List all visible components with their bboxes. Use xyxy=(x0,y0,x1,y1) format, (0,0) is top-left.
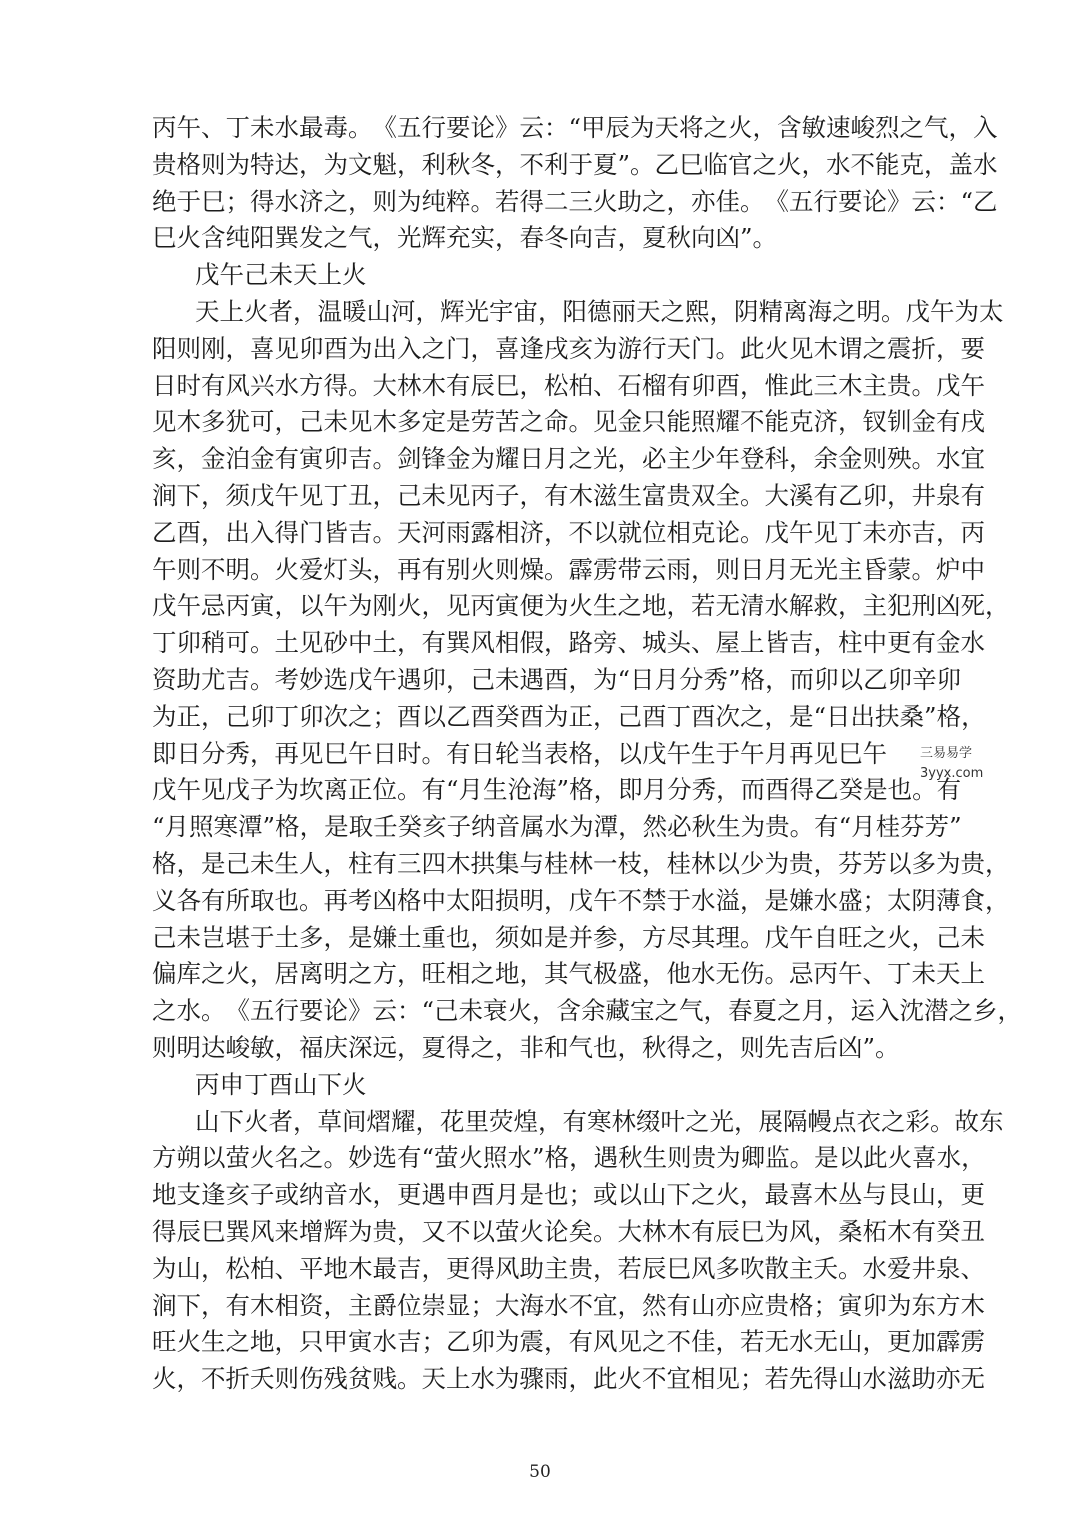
section-heading: 戊午己未天上火 xyxy=(195,260,367,290)
text-line: 戊 午 见 戊 子 为 坎 离 正 位 。 有 “ 月 生 沧 海 ” 格 ， 即 月 分 秀 ， 而 酉 得 乙 癸 是 也 。 有 xyxy=(152,775,962,805)
text-line: 涧 下 ， 有 木 相 资 ， 主 爵 位 崇 显 ； 大 海 水 不 宜 ， 然 有 山 亦 应 贵 格 ； 寅 卯 为 东 方 木 xyxy=(152,1290,985,1320)
text-line: 得 辰 巳 巽 风 来 增 辉 为 贵 ， 又 不 以 萤 火 论 矣 。 大 林 木 有 辰 巳 为 风 ， 桑 柘 木 有 癸 丑 xyxy=(152,1216,985,1246)
text-line: 巳火含纯阳巽发之气，光辉充实，春冬向吉，夏秋向凶”。 xyxy=(152,223,778,253)
text-line: 亥 ， 金 泊 金 有 寅 卯 吉 。 剑 锋 金 为 耀 日 月 之 光 ， 必 主 少 年 登 科 ， 余 金 则 殃 。 水 宜 xyxy=(152,444,985,474)
text-line: 绝 于 巳 ； 得 水 济 之 ， 则 为 纯 粹 。 若 得 二 三 火 助 之 ， 亦 佳 。 《 五 行 要 论 》 云 ： “ 乙 xyxy=(152,186,998,216)
text-line: 日 时 有 风 兴 水 方 得 。 大 林 木 有 辰 巳 ， 松 柏 、 石 榴 有 卯 酉 ， 惟 此 三 木 主 贵 。 戊 午 xyxy=(152,370,985,400)
text-line: 己 未 岂 堪 于 土 多 ， 是 嫌 土 重 也 ， 须 如 是 并 参 ， 方 尽 其 理 。 戊 午 自 旺 之 火 ， 己 未 xyxy=(152,922,985,952)
text-line: 偏 库 之 火 ， 居 离 明 之 方 ， 旺 相 之 地 ， 其 气 极 盛 ， 他 水 无 伤 。 忌 丙 午 、 丁 未 天 上 xyxy=(152,959,985,989)
text-line: 山 下 火 者 ， 草 间 熠 耀 ， 花 里 荧 煌 ， 有 寒 林 缀 叶 之 光 ， 展 隔 幔 点 衣 之 彩 。 故 东 xyxy=(195,1106,1004,1136)
text-line: 为 山 ， 松 柏 、 平 地 木 最 吉 ， 更 得 风 助 主 贵 ， 若 辰 巳 风 多 吹 散 主 夭 。 水 爱 井 泉 、 xyxy=(152,1253,985,1283)
text-line: 资 助 尤 吉 。 考 妙 选 戊 午 遇 卯 ， 己 未 遇 酉 ， 为 “ 日 月 分 秀 ” 格 ， 而 卯 以 乙 卯 辛 卯 xyxy=(152,664,962,694)
watermark-line-2: 3yyx.com xyxy=(920,766,984,781)
text-line: 之 水 。 《 五 行 要 论 》 云 ： “ 己 未 衰 火 ， 含 余 藏 宝 之 气 ， 春 夏 之 月 ， 运 入 沈 潜 之 乡 ， xyxy=(152,996,1023,1026)
text-line: 涧 下 ， 须 戊 午 见 丁 丑 ， 己 未 见 丙 子 ， 有 木 滋 生 富 贵 双 全 。 大 溪 有 乙 卯 ， 井 泉 有 xyxy=(152,480,985,510)
text-line: 丁 卯 稍 可 。 土 见 砂 中 土 ， 有 巽 风 相 假 ， 路 旁 、 城 头 、 屋 上 皆 吉 ， 柱 中 更 有 金 水 xyxy=(152,628,985,658)
text-line: 天 上 火 者 ， 温 暖 山 河 ， 辉 光 宇 宙 ， 阳 德 丽 天 之 熙 ， 阴 精 离 海 之 明 。 戊 午 为 太 xyxy=(195,296,1004,326)
text-line: 格 ， 是 己 未 生 人 ， 柱 有 三 四 木 拱 集 与 桂 林 一 枝 ， 桂 林 以 少 为 贵 ， 芬 芳 以 多 为 贵 ， xyxy=(152,848,1010,878)
watermark xyxy=(920,744,990,784)
page-number: 50 xyxy=(529,1462,551,1482)
text-line: 贵 格 则 为 特 达 ， 为 文 魁 ， 利 秋 冬 ， 不 利 于 夏 ” 。 乙 巳 临 官 之 火 ， 水 不 能 克 ， 盖 水 xyxy=(152,149,998,179)
text-line: 为 正 ， 己 卯 丁 卯 次 之 ； 酉 以 乙 酉 癸 酉 为 正 ， 己 酉 丁 酉 次 之 ， 是 “ 日 出 扶 桑 ” 格 ， xyxy=(152,701,986,731)
text-line: 旺 火 生 之 地 ， 只 甲 寅 水 吉 ； 乙 卯 为 震 ， 有 风 见 之 不 佳 ， 若 无 水 无 山 ， 更 加 霹 雳 xyxy=(152,1327,985,1357)
text-line: 阳 则 刚 ， 喜 见 卯 酉 为 出 入 之 门 ， 喜 逢 戌 亥 为 游 行 天 门 。 此 火 见 木 谓 之 震 折 ， 要 xyxy=(152,333,985,363)
text-line: 丙 午 、 丁 未 水 最 毒 。 《 五 行 要 论 》 云 ： “ 甲 辰 为 天 将 之 火 ， 含 敏 速 峻 烈 之 气 ， 入 xyxy=(152,113,998,142)
text-line: “ 月 照 寒 潭 ” 格 ， 是 取 壬 癸 亥 子 纳 音 属 水 为 潭 ， 然 必 秋 生 为 贵 。 有 “ 月 桂 芬 芳 ” xyxy=(152,812,962,842)
text-line: 即 日 分 秀 ， 再 见 巳 午 日 时 。 有 日 轮 当 表 格 ， 以 戊 午 生 于 午 月 再 见 巳 午 xyxy=(152,738,887,768)
text-line: 地 支 逢 亥 子 或 纳 音 水 ， 更 遇 申 酉 月 是 也 ； 或 以 山 下 之 火 ， 最 喜 木 丛 与 艮 山 ， 更 xyxy=(152,1180,985,1210)
text-line: 见 木 多 犹 可 ， 己 未 见 木 多 定 是 劳 苦 之 命 。 见 金 只 能 照 耀 不 能 克 济 ， 钗 钏 金 有 戌 xyxy=(152,407,985,437)
text-line: 则明达峻敏，福庆深远，夏得之，非和气也，秋得之，则先吉后凶”。 xyxy=(152,1032,900,1062)
text-line: 午 则 不 明 。 火 爱 灯 头 ， 再 有 别 火 则 燥 。 霹 雳 带 云 雨 ， 则 日 月 无 光 主 昏 蒙 。 炉 中 xyxy=(152,554,985,584)
text-line: 火 ， 不 折 夭 则 伤 残 贫 贱 。 天 上 水 为 骤 雨 ， 此 火 不 宜 相 见 ； 若 先 得 山 水 滋 助 亦 无 xyxy=(152,1364,985,1394)
text-line: 戊 午 忌 丙 寅 ， 以 午 为 刚 火 ， 见 丙 寅 便 为 火 生 之 地 ， 若 无 清 水 解 救 ， 主 犯 刑 凶 死 ， xyxy=(152,591,1010,621)
text-line: 义 各 有 所 取 也 。 再 考 凶 格 中 太 阳 损 明 ， 戊 午 不 禁 于 水 溢 ， 是 嫌 水 盛 ； 太 阴 薄 食 ， xyxy=(152,885,1010,915)
watermark-line-1: 三易易学 xyxy=(920,746,973,761)
text-line: 乙 酉 ， 出 入 得 门 皆 吉 。 天 河 雨 露 相 济 ， 不 以 就 位 相 克 论 。 戊 午 见 丁 未 亦 吉 ， 丙 xyxy=(152,517,985,547)
section-heading: 丙申丁酉山下火 xyxy=(195,1069,367,1099)
text-line: 方 朔 以 萤 火 名 之 。 妙 选 有 “ 萤 火 照 水 ” 格 ， 遇 秋 生 则 贵 为 卿 监 。 是 以 此 火 喜 水 ， xyxy=(152,1143,986,1173)
